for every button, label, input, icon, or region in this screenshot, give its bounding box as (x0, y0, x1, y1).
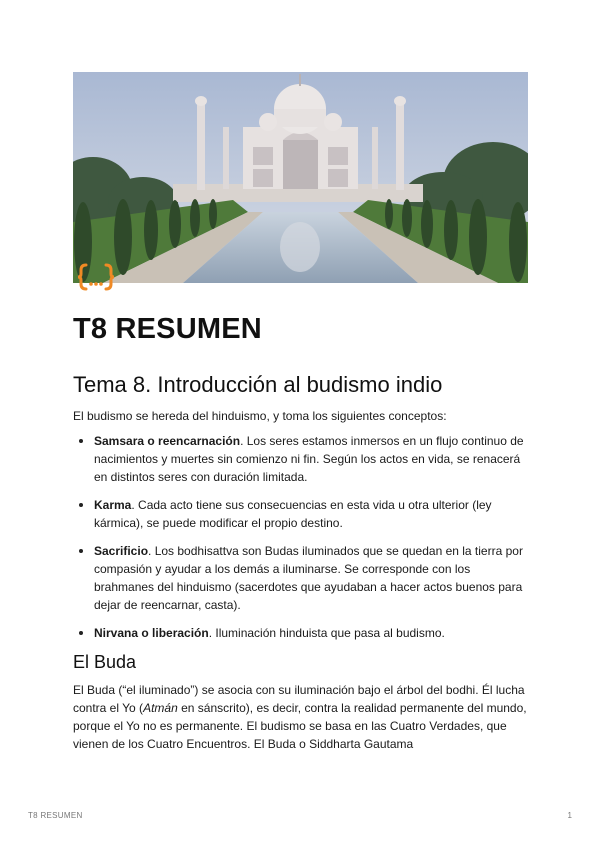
concept-term: Nirvana o liberación (94, 626, 209, 640)
concept-text: . Los bodhisattva son Budas iluminados que se quedan en la tierra por compasión y ayudar a los demás a iluminarse. Se corresponde con los brahmanes del hinduismo (sacerdotes que ayudaban a hacer actos buenos para dejar de reencarnar, casta). (94, 544, 523, 612)
concept-term: Sacrificio (94, 544, 149, 558)
list-item (73, 432, 528, 486)
concept-text: . Cada acto tiene sus consecuencias en esta vida u otra ulterior (ley kármica), se puede modificar el propio destino. (94, 498, 492, 530)
page-number: 1 (567, 811, 572, 820)
section-title: Tema 8. Introducción al budismo indio (73, 372, 443, 397)
taj-mahal-photo (73, 72, 528, 283)
buda-paragraph (73, 681, 533, 753)
cover-image (73, 72, 528, 283)
buda-text-part1: El Buda (“el iluminado”) se asocia con su iluminación bajo el árbol del bodhi. Él lucha contra el Yo ( (73, 683, 525, 715)
list-item (73, 624, 528, 642)
concept-term: Karma (94, 498, 132, 512)
intro-paragraph: El budismo se hereda del hinduismo, y toma los siguientes conceptos: (73, 409, 447, 423)
concepts-list (73, 432, 528, 652)
concept-term: Samsara o reencarnación (94, 434, 241, 448)
concept-text: . Los seres estamos inmersos en un flujo continuo de nacimientos y muertes sin comienzo ni fin. Según los actos en vida, se renacerá en distintos seres con duración limitada. (94, 434, 524, 484)
curly-braces-icon (76, 262, 116, 292)
buda-text-italic: Atmán (143, 701, 178, 715)
buda-text-part2: en sánscrito), es decir, contra la realidad permanente del mundo, porque el Yo no es permanente. El budismo se basa en las Cuatro Verdades, que vienen de los Cuatro Encuentros. El Buda o Siddharta Gautama (73, 701, 527, 751)
list-item (73, 542, 528, 614)
page-title: T8 RESUMEN (73, 313, 262, 345)
footer-label: T8 RESUMEN (28, 811, 83, 820)
concept-text: . Iluminación hinduista que pasa al budismo. (208, 626, 445, 640)
subsection-title: El Buda (73, 652, 137, 672)
list-item (73, 496, 528, 532)
